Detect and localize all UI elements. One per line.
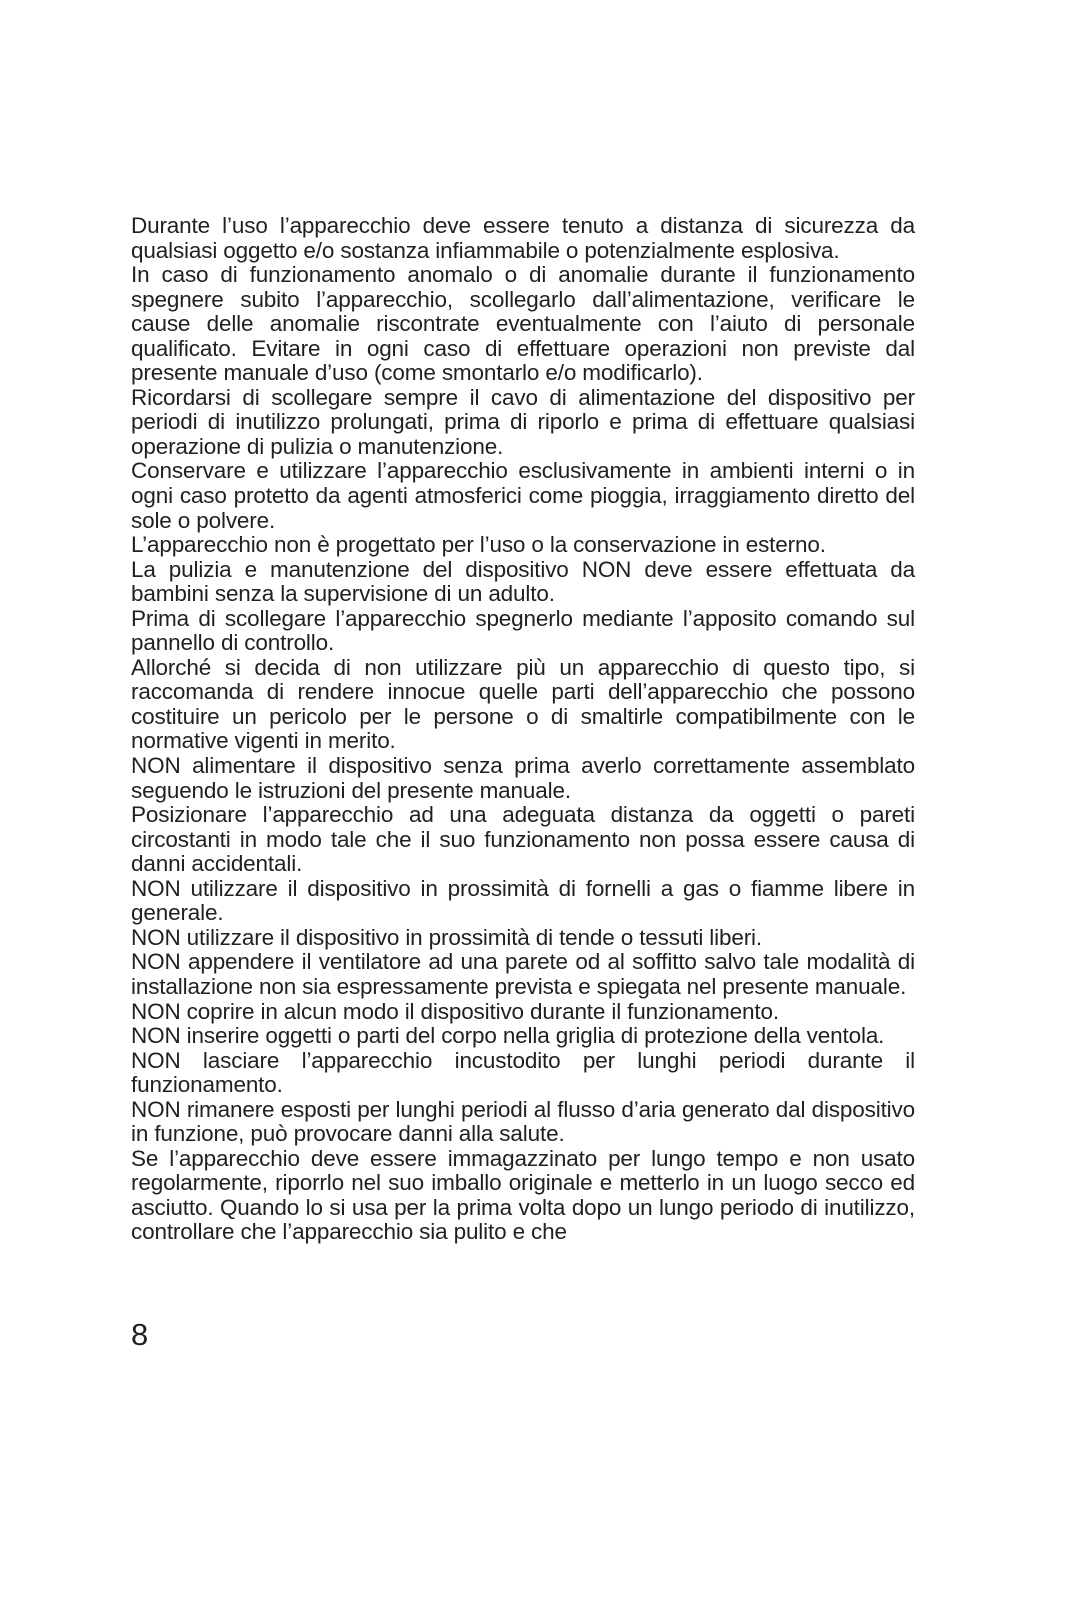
paragraph: In caso di funzionamento anomalo o di anomalie durante il funzionamento spegnere subito l’apparecchio, scollegarlo dall’alimentazione, verificare le cause delle anomalie riscontrate eventualmente con l’aiuto di personale qualificato. Evitare in ogni caso di effettuare operazioni non previste dal presente manuale d’uso (come smontarlo e/o modificarlo). [131,262,915,386]
paragraph: La pulizia e manutenzione del dispositivo NON deve essere effettuata da bambini senza la supervisione di un adulto. [131,556,915,607]
paragraph: NON lasciare l’apparecchio incustodito per lunghi periodi durante il funzionamento. [131,1047,915,1098]
paragraph: Ricordarsi di scollegare sempre il cavo di alimentazione del dispositivo per periodi di inutilizzo prolungati, prima di riporlo e prima di effettuare qualsiasi operazione di pulizia o manutenzione. [131,384,915,459]
paragraph: NON inserire oggetti o parti del corpo nella griglia di protezione della ventola. [131,1023,885,1049]
paragraph: NON alimentare il dispositivo senza prima averlo correttamente assemblato seguendo le istruzioni del presente manuale. [131,753,915,803]
paragraph: NON utilizzare il dispositivo in prossimità di fornelli a gas o fiamme libere in generale. [131,875,915,926]
paragraph: NON coprire in alcun modo il dispositivo durante il funzionamento. [131,998,779,1024]
paragraph: Se l’apparecchio deve essere immagazzinato per lungo tempo e non usato regolarmente, riporrlo nel suo imballo originale e metterlo in un luogo secco ed asciutto. Quando lo si usa per la prima volta dopo un lungo periodo di inutilizzo, controllare che l’apparecchio sia pulito e che [131,1145,915,1245]
paragraph: NON rimanere esposti per lunghi periodi al flusso d’aria generato dal dispositivo in funzione, può provocare danni alla salute. [131,1096,915,1147]
paragraph: NON appendere il ventilatore ad una parete od al soffitto salvo tale modalità di installazione non sia espressamente prevista e spiegata nel presente manuale. [131,949,915,999]
paragraph: Prima di scollegare l’apparecchio spegnerlo mediante l’apposito comando sul pannello di controllo. [131,605,915,656]
body-text [131,214,915,1245]
paragraph: Durante l’uso l’apparecchio deve essere tenuto a distanza di sicurezza da qualsiasi oggetto e/o sostanza infiammabile o potenzialmente esplosiva. [131,213,915,263]
paragraph: NON utilizzare il dispositivo in prossimità di tende o tessuti liberi. [131,924,763,950]
paragraph: Conservare e utilizzare l’apparecchio esclusivamente in ambienti interni o in ogni caso protetto da agenti atmosferici come pioggia, irraggiamento diretto del sole o polvere. [131,458,915,533]
paragraph: Allorché si decida di non utilizzare più un apparecchio di questo tipo, si raccomanda di rendere innocue quelle parti dell’apparecchio che possono costituire un pericolo per le persone o di smaltirle compatibilmente con le normative vigenti in merito. [131,654,915,754]
paragraph: L’apparecchio non è progettato per l’uso o la conservazione in esterno. [131,532,826,558]
paragraph: Posizionare l’apparecchio ad una adeguata distanza da oggetti o pareti circostanti in modo tale che il suo funzionamento non possa essere causa di danni accidentali. [131,802,915,877]
page-number: 8 [131,1317,149,1352]
